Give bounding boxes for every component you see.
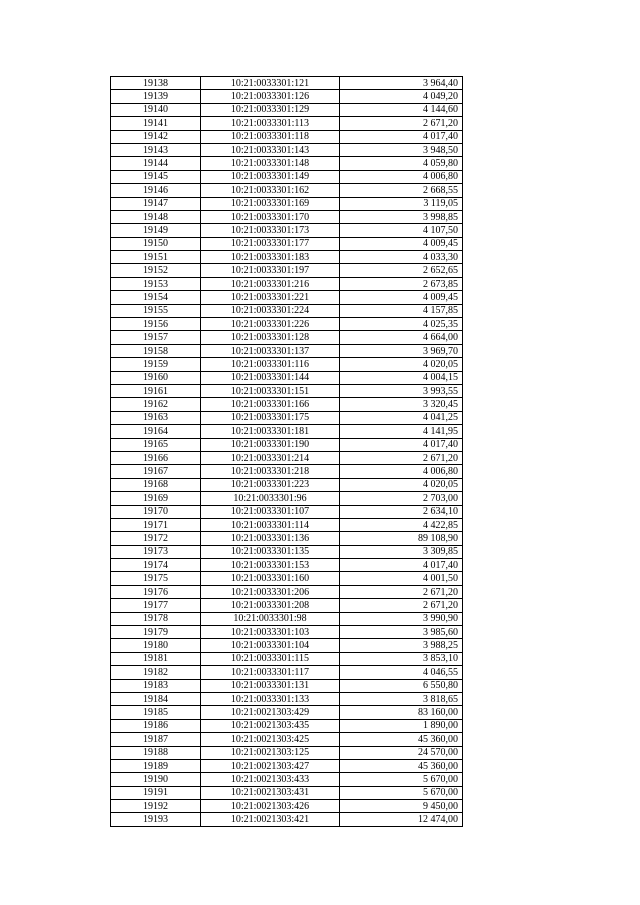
row-number-cell: 19193 — [111, 813, 201, 826]
table-row — [111, 492, 463, 505]
value-cell: 4 001,50 — [340, 572, 463, 585]
row-number-cell: 19141 — [111, 117, 201, 130]
row-number-cell: 19140 — [111, 103, 201, 116]
value-cell: 4 017,40 — [340, 130, 463, 143]
cadastral-number-cell: 10:21:0033301:143 — [201, 143, 340, 156]
row-number-cell: 19156 — [111, 318, 201, 331]
value-cell: 4 004,15 — [340, 371, 463, 384]
table-row — [111, 90, 463, 103]
row-number-cell: 19164 — [111, 425, 201, 438]
value-cell: 83 160,00 — [340, 706, 463, 719]
row-number-cell: 19186 — [111, 719, 201, 732]
row-number-cell: 19144 — [111, 157, 201, 170]
value-cell: 3 998,85 — [340, 210, 463, 223]
cadastral-number-cell: 10:21:0033301:218 — [201, 465, 340, 478]
table-row — [111, 170, 463, 183]
value-cell: 4 006,80 — [340, 465, 463, 478]
value-cell: 4 009,45 — [340, 291, 463, 304]
row-number-cell: 19190 — [111, 773, 201, 786]
cadastral-number-cell: 10:21:0021303:433 — [201, 773, 340, 786]
cadastral-number-cell: 10:21:0021303:426 — [201, 800, 340, 813]
row-number-cell: 19153 — [111, 277, 201, 290]
value-cell: 4 017,40 — [340, 438, 463, 451]
value-cell: 3 990,90 — [340, 612, 463, 625]
cadastral-number-cell: 10:21:0033301:151 — [201, 384, 340, 397]
cadastral-number-cell: 10:21:0033301:223 — [201, 478, 340, 491]
cadastral-number-cell: 10:21:0033301:214 — [201, 451, 340, 464]
cadastral-number-cell: 10:21:0033301:221 — [201, 291, 340, 304]
value-cell: 4 020,05 — [340, 478, 463, 491]
cadastral-number-cell: 10:21:0033301:131 — [201, 679, 340, 692]
table-row — [111, 143, 463, 156]
row-number-cell: 19182 — [111, 666, 201, 679]
value-cell: 2 703,00 — [340, 492, 463, 505]
value-cell: 4 041,25 — [340, 411, 463, 424]
value-cell: 24 570,00 — [340, 746, 463, 759]
row-number-cell: 19148 — [111, 210, 201, 223]
cadastral-number-cell: 10:21:0033301:170 — [201, 210, 340, 223]
value-cell: 4 046,55 — [340, 666, 463, 679]
row-number-cell: 19163 — [111, 411, 201, 424]
row-number-cell: 19145 — [111, 170, 201, 183]
cadastral-number-cell: 10:21:0033301:169 — [201, 197, 340, 210]
table-row — [111, 411, 463, 424]
cadastral-number-cell: 10:21:0021303:431 — [201, 786, 340, 799]
cadastral-number-cell: 10:21:0033301:197 — [201, 264, 340, 277]
value-cell: 9 450,00 — [340, 800, 463, 813]
table-row — [111, 733, 463, 746]
row-number-cell: 19173 — [111, 545, 201, 558]
table-row — [111, 800, 463, 813]
row-number-cell: 19150 — [111, 237, 201, 250]
cadastral-number-cell: 10:21:0033301:226 — [201, 318, 340, 331]
row-number-cell: 19170 — [111, 505, 201, 518]
row-number-cell: 19171 — [111, 518, 201, 531]
value-cell: 3 119,05 — [340, 197, 463, 210]
table-row — [111, 77, 463, 90]
row-number-cell: 19178 — [111, 612, 201, 625]
table-row — [111, 157, 463, 170]
value-cell: 4 141,95 — [340, 425, 463, 438]
table-row — [111, 692, 463, 705]
cadastral-number-cell: 10:21:0033301:115 — [201, 652, 340, 665]
table-row — [111, 277, 463, 290]
row-number-cell: 19172 — [111, 532, 201, 545]
row-number-cell: 19149 — [111, 224, 201, 237]
cadastral-number-cell: 10:21:0033301:177 — [201, 237, 340, 250]
table-row — [111, 398, 463, 411]
table-row — [111, 813, 463, 826]
cadastral-number-cell: 10:21:0033301:114 — [201, 518, 340, 531]
value-cell: 45 360,00 — [340, 733, 463, 746]
table-row — [111, 559, 463, 572]
value-cell: 4 025,35 — [340, 318, 463, 331]
value-cell: 2 634,10 — [340, 505, 463, 518]
cadastral-number-cell: 10:21:0033301:116 — [201, 358, 340, 371]
cadastral-number-cell: 10:21:0021303:421 — [201, 813, 340, 826]
value-cell: 5 670,00 — [340, 786, 463, 799]
value-cell: 3 948,50 — [340, 143, 463, 156]
cadastral-number-cell: 10:21:0033301:216 — [201, 277, 340, 290]
row-number-cell: 19169 — [111, 492, 201, 505]
cadastral-number-cell: 10:21:0033301:98 — [201, 612, 340, 625]
table-row — [111, 184, 463, 197]
value-cell: 12 474,00 — [340, 813, 463, 826]
value-cell: 3 853,10 — [340, 652, 463, 665]
value-cell: 2 671,20 — [340, 585, 463, 598]
cadastral-number-cell: 10:21:0033301:208 — [201, 599, 340, 612]
cadastral-number-cell: 10:21:0021303:435 — [201, 719, 340, 732]
cadastral-number-cell: 10:21:0033301:183 — [201, 251, 340, 264]
value-cell: 4 157,85 — [340, 304, 463, 317]
cadastral-number-cell: 10:21:0033301:149 — [201, 170, 340, 183]
value-cell: 3 969,70 — [340, 344, 463, 357]
cadastral-number-cell: 10:21:0033301:206 — [201, 585, 340, 598]
row-number-cell: 19174 — [111, 559, 201, 572]
row-number-cell: 19177 — [111, 599, 201, 612]
value-cell: 3 320,45 — [340, 398, 463, 411]
table-row — [111, 478, 463, 491]
table-row — [111, 197, 463, 210]
registry-table-body — [111, 77, 463, 827]
row-number-cell: 19143 — [111, 143, 201, 156]
table-row — [111, 371, 463, 384]
row-number-cell: 19185 — [111, 706, 201, 719]
value-cell: 5 670,00 — [340, 773, 463, 786]
value-cell: 4 033,30 — [340, 251, 463, 264]
table-row — [111, 719, 463, 732]
value-cell: 4 059,80 — [340, 157, 463, 170]
row-number-cell: 19157 — [111, 331, 201, 344]
table-row — [111, 237, 463, 250]
cadastral-number-cell: 10:21:0033301:117 — [201, 666, 340, 679]
table-row — [111, 532, 463, 545]
table-row — [111, 384, 463, 397]
cadastral-number-cell: 10:21:0033301:107 — [201, 505, 340, 518]
table-row — [111, 626, 463, 639]
table-row — [111, 438, 463, 451]
table-row — [111, 451, 463, 464]
row-number-cell: 19138 — [111, 77, 201, 90]
row-number-cell: 19146 — [111, 184, 201, 197]
value-cell: 3 309,85 — [340, 545, 463, 558]
value-cell: 3 818,65 — [340, 692, 463, 705]
cadastral-number-cell: 10:21:0033301:153 — [201, 559, 340, 572]
table-row — [111, 344, 463, 357]
row-number-cell: 19167 — [111, 465, 201, 478]
value-cell: 2 671,20 — [340, 599, 463, 612]
cadastral-number-cell: 10:21:0033301:113 — [201, 117, 340, 130]
row-number-cell: 19147 — [111, 197, 201, 210]
value-cell: 3 964,40 — [340, 77, 463, 90]
table-row — [111, 545, 463, 558]
row-number-cell: 19175 — [111, 572, 201, 585]
cadastral-number-cell: 10:21:0033301:162 — [201, 184, 340, 197]
cadastral-number-cell: 10:21:0033301:144 — [201, 371, 340, 384]
table-row — [111, 251, 463, 264]
cadastral-number-cell: 10:21:0021303:425 — [201, 733, 340, 746]
cadastral-number-cell: 10:21:0021303:427 — [201, 759, 340, 772]
table-row — [111, 103, 463, 116]
value-cell: 4 017,40 — [340, 559, 463, 572]
table-row — [111, 331, 463, 344]
cadastral-number-cell: 10:21:0033301:133 — [201, 692, 340, 705]
row-number-cell: 19187 — [111, 733, 201, 746]
table-row — [111, 318, 463, 331]
row-number-cell: 19188 — [111, 746, 201, 759]
table-row — [111, 679, 463, 692]
value-cell: 4 006,80 — [340, 170, 463, 183]
table-row — [111, 652, 463, 665]
cadastral-number-cell: 10:21:0033301:190 — [201, 438, 340, 451]
row-number-cell: 19142 — [111, 130, 201, 143]
table-row — [111, 505, 463, 518]
value-cell: 4 422,85 — [340, 518, 463, 531]
value-cell: 4 020,05 — [340, 358, 463, 371]
row-number-cell: 19151 — [111, 251, 201, 264]
table-row — [111, 706, 463, 719]
row-number-cell: 19139 — [111, 90, 201, 103]
row-number-cell: 19161 — [111, 384, 201, 397]
table-row — [111, 425, 463, 438]
cadastral-number-cell: 10:21:0033301:135 — [201, 545, 340, 558]
value-cell: 4 107,50 — [340, 224, 463, 237]
table-row — [111, 786, 463, 799]
table-row — [111, 746, 463, 759]
row-number-cell: 19166 — [111, 451, 201, 464]
table-row — [111, 612, 463, 625]
row-number-cell: 19165 — [111, 438, 201, 451]
cadastral-number-cell: 10:21:0033301:166 — [201, 398, 340, 411]
row-number-cell: 19160 — [111, 371, 201, 384]
value-cell: 4 009,45 — [340, 237, 463, 250]
value-cell: 89 108,90 — [340, 532, 463, 545]
row-number-cell: 19192 — [111, 800, 201, 813]
cadastral-number-cell: 10:21:0021303:429 — [201, 706, 340, 719]
row-number-cell: 19176 — [111, 585, 201, 598]
table-row — [111, 291, 463, 304]
value-cell: 2 671,20 — [340, 451, 463, 464]
row-number-cell: 19155 — [111, 304, 201, 317]
table-row — [111, 130, 463, 143]
cadastral-number-cell: 10:21:0033301:148 — [201, 157, 340, 170]
value-cell: 45 360,00 — [340, 759, 463, 772]
cadastral-number-cell: 10:21:0033301:103 — [201, 626, 340, 639]
table-row — [111, 358, 463, 371]
row-number-cell: 19162 — [111, 398, 201, 411]
value-cell: 6 550,80 — [340, 679, 463, 692]
table-row — [111, 465, 463, 478]
row-number-cell: 19189 — [111, 759, 201, 772]
value-cell: 4 664,00 — [340, 331, 463, 344]
row-number-cell: 19191 — [111, 786, 201, 799]
row-number-cell: 19181 — [111, 652, 201, 665]
table-row — [111, 572, 463, 585]
cadastral-number-cell: 10:21:0033301:104 — [201, 639, 340, 652]
table-row — [111, 224, 463, 237]
cadastral-number-cell: 10:21:0033301:173 — [201, 224, 340, 237]
cadastral-number-cell: 10:21:0033301:118 — [201, 130, 340, 143]
cadastral-number-cell: 10:21:0033301:224 — [201, 304, 340, 317]
value-cell: 2 671,20 — [340, 117, 463, 130]
value-cell: 3 985,60 — [340, 626, 463, 639]
cadastral-number-cell: 10:21:0033301:96 — [201, 492, 340, 505]
cadastral-number-cell: 10:21:0021303:125 — [201, 746, 340, 759]
row-number-cell: 19158 — [111, 344, 201, 357]
row-number-cell: 19184 — [111, 692, 201, 705]
table-row — [111, 518, 463, 531]
cadastral-number-cell: 10:21:0033301:128 — [201, 331, 340, 344]
value-cell: 4 144,60 — [340, 103, 463, 116]
table-row — [111, 585, 463, 598]
row-number-cell: 19180 — [111, 639, 201, 652]
cadastral-number-cell: 10:21:0033301:175 — [201, 411, 340, 424]
row-number-cell: 19152 — [111, 264, 201, 277]
cadastral-number-cell: 10:21:0033301:137 — [201, 344, 340, 357]
table-row — [111, 117, 463, 130]
table-row — [111, 666, 463, 679]
row-number-cell: 19154 — [111, 291, 201, 304]
value-cell: 3 993,55 — [340, 384, 463, 397]
cadastral-number-cell: 10:21:0033301:136 — [201, 532, 340, 545]
value-cell: 3 988,25 — [340, 639, 463, 652]
value-cell: 2 673,85 — [340, 277, 463, 290]
value-cell: 2 652,65 — [340, 264, 463, 277]
cadastral-number-cell: 10:21:0033301:129 — [201, 103, 340, 116]
cadastral-number-cell: 10:21:0033301:121 — [201, 77, 340, 90]
row-number-cell: 19179 — [111, 626, 201, 639]
value-cell: 4 049,20 — [340, 90, 463, 103]
row-number-cell: 19168 — [111, 478, 201, 491]
registry-table — [110, 76, 463, 827]
cadastral-number-cell: 10:21:0033301:160 — [201, 572, 340, 585]
table-row — [111, 599, 463, 612]
table-row — [111, 304, 463, 317]
value-cell: 2 668,55 — [340, 184, 463, 197]
cadastral-number-cell: 10:21:0033301:126 — [201, 90, 340, 103]
row-number-cell: 19159 — [111, 358, 201, 371]
table-row — [111, 264, 463, 277]
value-cell: 1 890,00 — [340, 719, 463, 732]
table-row — [111, 759, 463, 772]
row-number-cell: 19183 — [111, 679, 201, 692]
cadastral-number-cell: 10:21:0033301:181 — [201, 425, 340, 438]
table-row — [111, 639, 463, 652]
table-row — [111, 773, 463, 786]
table-row — [111, 210, 463, 223]
